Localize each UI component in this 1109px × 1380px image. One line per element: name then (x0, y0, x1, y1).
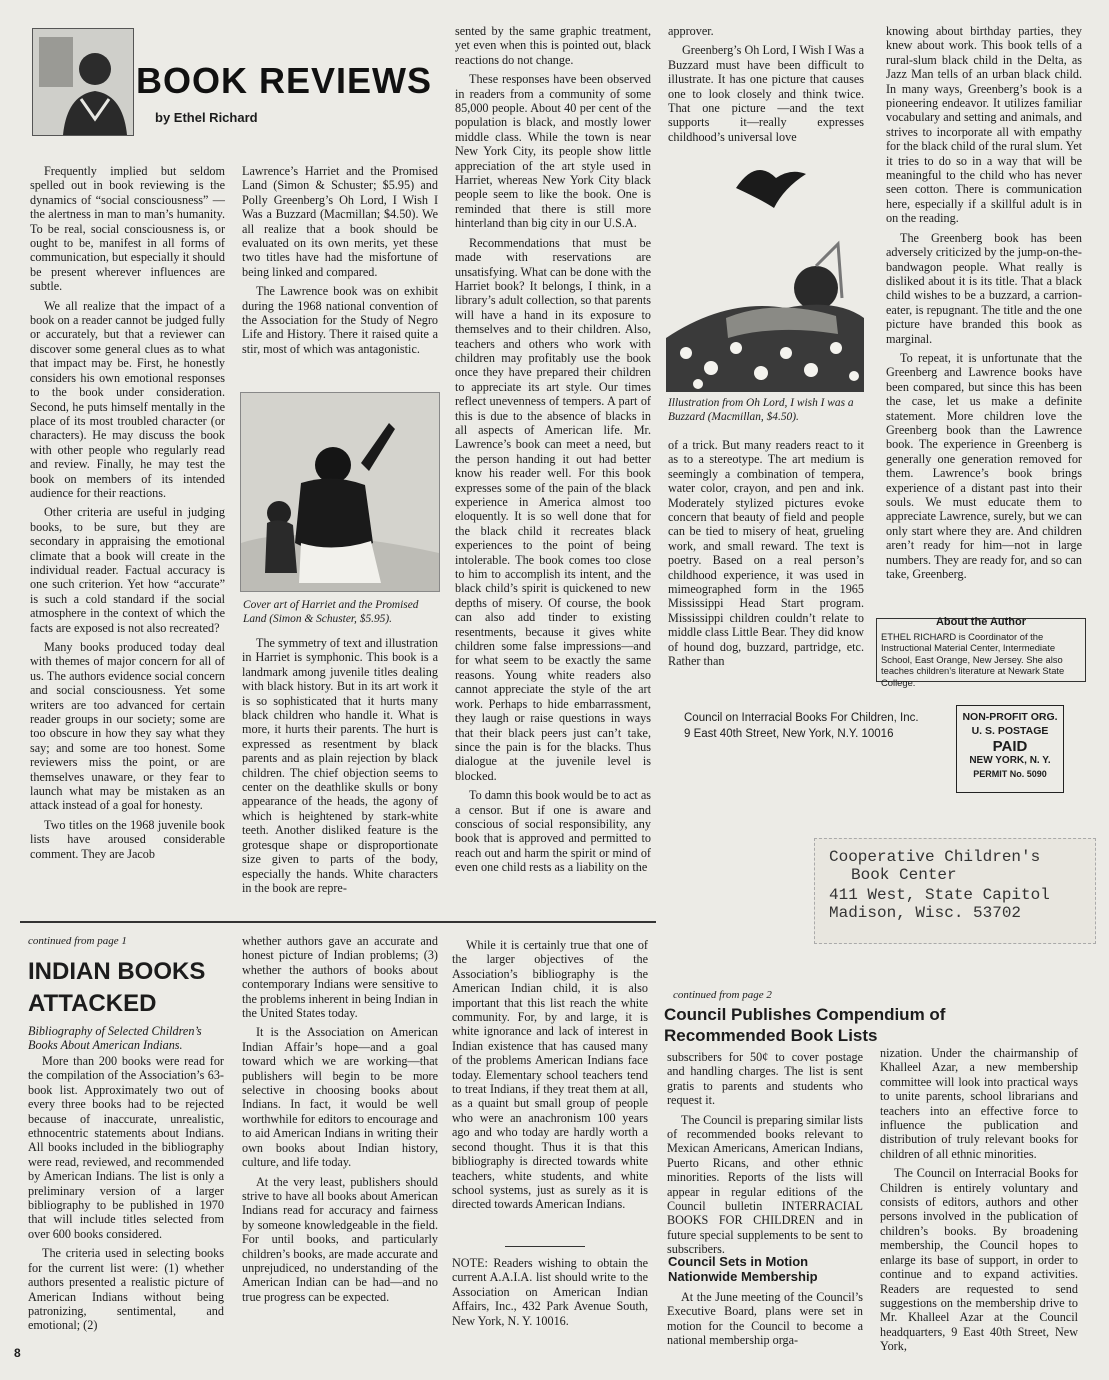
buzzard-field-icon (666, 148, 864, 392)
indian-column-2: whether authors gave an accurate and honest picture of Indian problems; (3) whether the authors of books about contemporary Indians were sensitive to the problems inherent in being Indian in the United States today. It is the Association on American Indian Affair’s hope—and a goal toward which we are working—that publishers will begin to be more selective in choosing books about Indians. In fact, it would be well worthwhile for editors to encourage and to aid American Indians in writing their own books about Indian history, culture, and life today. At the very least, publishers should strive to have all books about American Indians read for accuracy and fairness by someone knowledgeable in the field. For until books, and particularly children’s books, are made accurate and unprejudiced, no understanding of the American Indian can be had—and no true progress can be expected. (242, 934, 438, 1304)
council-subhead: Council Sets in Motion Nationwide Membership (668, 1254, 818, 1284)
about-author-body: ETHEL RICHARD is Coordinator of the Instructional Material Center, Intermediate School, East Orange, New Jersey. She also teaches children’s literature at Newark State College. (881, 631, 1065, 688)
review-column-4-top: approver. Greenberg’s Oh Lord, I Wish I Was a Buzzard must have been difficult to illustrate. It has one picture that causes one to look closely and think twice. That one picture —and the text supports it—really expresses childhood’s universal love (668, 24, 864, 144)
about-author-heading: About the Author (935, 616, 1026, 628)
review-column-5: knowing about birthday parties, they knew about work. This book tells of a rural-slum black child in the Delta, as Jazz Man tells of an urban black child. In many ways, Greenberg’s book is a pioneering endeavor. It utilizes familiar vocabulary and setting and animals, and strives to incorporate all with empathy for the black child of the rural slum. Yet it tries to do so in a way that will be meaningful to the child who has never seen cotton. There is communication here, especially if a skillful adult is in on the reading. The Greenberg book has been adversely criticized by the jump-on-the-bandwagon people. What really is disliked about it is its title. That a black child wishes to be a buzzard, a carrion-eater, is repugnant. The title and the one picture have branded this book as marginal. To repeat, it is unfortunate that the Greenberg and Lawrence books have been compared, but since this has been the case, let us make a definite statement. More children love the Greenberg book than the Lawrence book. The experience in Greenberg is generally one generation removed for them. Lawrence’s book brings experience of a distant past into their souls. We must educate them to appreciate Lawrence, surely, but we can only start where they are. And children aren’t ready for him—not in large numbers. They are ready for, and so can take, Greenberg. (886, 24, 1082, 582)
about-author-box (876, 616, 1086, 688)
council-column-1: subscribers for 50¢ to cover postage and handling charges. The list is sent gratis to parents and students who request it. The Council is preparing similar lists of recommended books relevant to Mexican Americans, American Indians, Puerto Ricans, and other ethnic minorities. Reports of the lists will appear in regular editions of the Council bulletin INTERRACIAL BOOKS FOR CHILDREN and in future special supplements to be sent to subscribers. (667, 1050, 863, 1257)
org-name: Council on Interracial Books For Children, Inc. (684, 712, 919, 724)
harriet-figure-icon (241, 393, 439, 591)
continued-from-page-1: continued from page 1 (28, 935, 127, 947)
author-photo (32, 28, 134, 136)
review-column-2-top: Lawrence’s Harriet and the Promised Land (Simon & Schuster; $5.95) and Polly Greenberg’s Oh Lord, I Wish I Was a Buzzard (Macmillan; $4.50). We all realize that a book should be evaluated on its own merits, yet these two titles have had the misfortune of being linked and compared. The Lawrence book was on exhibit during the 1968 national convention of the Association for the Study of Negro Life and History. There it raised quite a stir, most of which was antagonistic. (242, 164, 438, 356)
review-column-4-bottom: of a trick. But many readers react to it as to a stereotype. The art medium is seemingly a combination of tempera, water color, crayon, and pen and ink. Moderately stylized pictures evoke concern that beauty of field and people can be tied to misery of heat, grueling work, and small reward. The text is poetry. Based on a real person’s childhood experience, it was used in mimeographed form in the 1965 Mississippi Head Start program. Mississippi children couldn’t relate to middle class Little Bear. They did know of hound dog, buzzard, partridge, etc. Rather than (668, 438, 864, 669)
indian-note: NOTE: Readers wishing to obtain the current A.A.I.A. list should write to the Association on American Indian Affairs, Inc., 432 Park Avenue South, New York, N. Y. 10016. (452, 1256, 648, 1328)
address-label: Cooperative Children's Book Center 411 West, State Capitol Madison, Wisc. 53702 (814, 838, 1096, 944)
caption-buzzard: Illustration from Oh Lord, I wish I was a Buzzard (Macmillan, $4.50). (668, 397, 854, 423)
page-number: 8 (14, 1346, 21, 1360)
note-rule (505, 1246, 585, 1247)
buzzard-illustration (666, 148, 864, 392)
harriet-cover-illustration (240, 392, 440, 592)
page-title: BOOK REVIEWS (136, 60, 433, 101)
review-column-3: sented by the same graphic treatment, yet even when this is pointed out, black reactions do not change. These responses have been observed in readers from a community of some 85,000 people. About 40 per cent of the population is black, and mostly lower middle class. While the town is near New York City, its people show little appreciation of the art style used in Harriet, whereas New York City black people seem to like the book. One is reminded that there is still more hinterland than big city in our U.S.A. Recommendations that must be made with reservations are unsatisfying. What can be done with the Harriet book? It belongs, I think, in a library’s adult collection, so that parents will have a hand in its exposure to themselves and to their children. Also, teachers and others who work with children may profitably use the book once they have prepared their children to appreciate its art style. Our times reflect unevenness of tempers. A part of this is due to the absence of blacks in all aspects of American life. Mr. Lawrence’s book can meet a need, but the person handing it out had better know his reader well. For this book expresses some of the pain of the black experience in America almost too eloquently. It is so well done that for the black child it recreates black experiences to the point of being intolerable. The book comes too close to him to accomplish its intent, and the black child’s spirit is quickened to new depths of misery. Of course, the book can also add tinder to existing resentments, because it gives white children some false impressions—and for what seem to be exactly the same reasons. Young white readers also cannot appreciate the style of the art work. Perhaps to hide embarrassment, they laugh or raise questions in ways that their black peers just can’t take, since the pain is for the blacks. Thus dialogue at the juvenile level is blocked. To damn this book would be to act as a censor. But if one is aware and conscious of social responsibility, any book that is approved and permitted to reach out and harm the spirit or mind of even one child rests as a liability on the (455, 24, 651, 875)
indian-title-line-1: INDIAN BOOKS (28, 958, 206, 985)
continued-from-page-2: continued from page 2 (673, 989, 772, 1001)
council-title: Council Publishes Compendium of Recommended Book Lists (664, 1005, 946, 1045)
author-portrait-icon (33, 29, 133, 135)
section-divider (20, 921, 656, 923)
byline: by Ethel Richard (155, 110, 258, 125)
indian-title-line-2: ATTACKED (28, 990, 157, 1017)
caption-harriet: Cover art of Harriet and the Promised Land (Simon & Schuster, $5.95). (243, 599, 419, 625)
council-column-2: nization. Under the chairmanship of Khalleel Azar, a new membership committee will look into practical ways to unite parents, school librarians and teachers into an effective force to influence the publication and distribution of truly relevant books for children of all ethnic minorities. The Council on Interracial Books for Children is entirely voluntary and consists of editors, authors and other persons involved in the publication of children’s books. By broadening membership, the Council hopes to enlarge its base of support, in order to continue and to expand activities. Readers are requested to send suggestions on the membership drive to Mr. Khalleel Azar at the Council headquarters, 9 East 40th Street, New York, (880, 1046, 1078, 1354)
indian-column-1: More than 200 books were read for the compilation of the Association’s 63-book list. Approximately two out of every three books had to be rejected because of inaccurate, unrealistic, ethnocentric statements about Indians. All books included in the bibliography were read, reviewed, and recommended by American Indians. The list is only a preliminary version of a larger bibliography to be published in 1970 that will include titles selected from over 600 books considered. The criteria used in selecting books for the current list were: (1) whether authors presented a realistic picture of American Indians without being patronizing, sentimental, and emotional; (2) (28, 1054, 224, 1333)
postage-indicia: NON-PROFIT ORG. U. S. POSTAGE PAID NEW YORK, N. Y. PERMIT No. 5090 (956, 705, 1064, 793)
review-column-1: Frequently implied but seldom spelled out in book reviewing is the dynamics of “social consciousness” — the alertness in man to man’s humanity. To be real, social consciousness is, or ought to be, manifest in all forms of communication, but especially it should be present wherever influences are subtle. We all realize that the impact of a book on a reader cannot be judged fully or accurately, but that a reviewer can discover some general clues as to what that impact may be. First, he honestly considers his own emotional responses to the book under consideration. Second, he puts himself mentally in the place of its most troubled character (or characters). He may discuss the book with other people who regularly read and review. Finally, he may test the book on members of its intended audience for their reactions. Other criteria are useful in judging books, to be sure, but they are secondary in appraising the emotional climate that a book will create in the individual reader. Factual accuracy is one such criterion. Yet how “accurate” is such a cold standard if the social atmosphere in the context of which the facts are exposed is not also recreated? Many books produced today deal with themes of major concern for all of us. The authors evidence social concern and social consciousness. Yet some writers are too advanced for certain reader groups in our society; some are too obscure in how they say what they say; and some are too honest. Some reviewers miss the point, or are themselves unaware, or they fear to launch what may be mistaken as an attack instead of a goal for honesty. Two titles on the 1968 juvenile book lists have aroused considerable comment. They are Jacob (30, 164, 225, 861)
indian-subtitle: Bibliography of Selected Children’s Books About American Indians. (28, 1024, 202, 1053)
org-address: 9 East 40th Street, New York, N.Y. 10016 (684, 728, 894, 740)
council-column-1b: At the June meeting of the Council’s Executive Board, plans were set in motion for the Council to become a national membership orga- (667, 1290, 863, 1348)
review-column-2-bottom: The symmetry of text and illustration in Harriet is symphonic. This book is a landmark among juvenile titles dealing with black history. But in its art work it is so sophisticated that it hurts many black children who handle it. What is more, it hurts their parents. The hurt is expressed as resentment by black parents and as plain rejection by black children. The chief objection seems to center on the deathlike skulls or bony appearance of the heads, the agony of which is heightened by stark-white teeth. Another disliked feature is the grotesque shape or disproportionate size given to parts of the body, especially the hands. White characters in the book are repre- (242, 636, 438, 895)
indian-column-3: While it is certainly true that one of the larger objectives of the Association’s bibliography is the American Indian child, it is also important that this list reach the white community. For, by and large, it is white ignorance and lack of interest in Indian existence that has caused many of the problems American Indians face today. Elementary school teachers tend to treat Indians, if they treat them at all, as a quaint but small group of people who were an anachronism 100 years ago and who today are hardly worth a second thought. Thus it is that this bibliography is directed towards white teachers, white students, and white school systems, just as surely as it is directed towards American Indians. (452, 938, 648, 1212)
